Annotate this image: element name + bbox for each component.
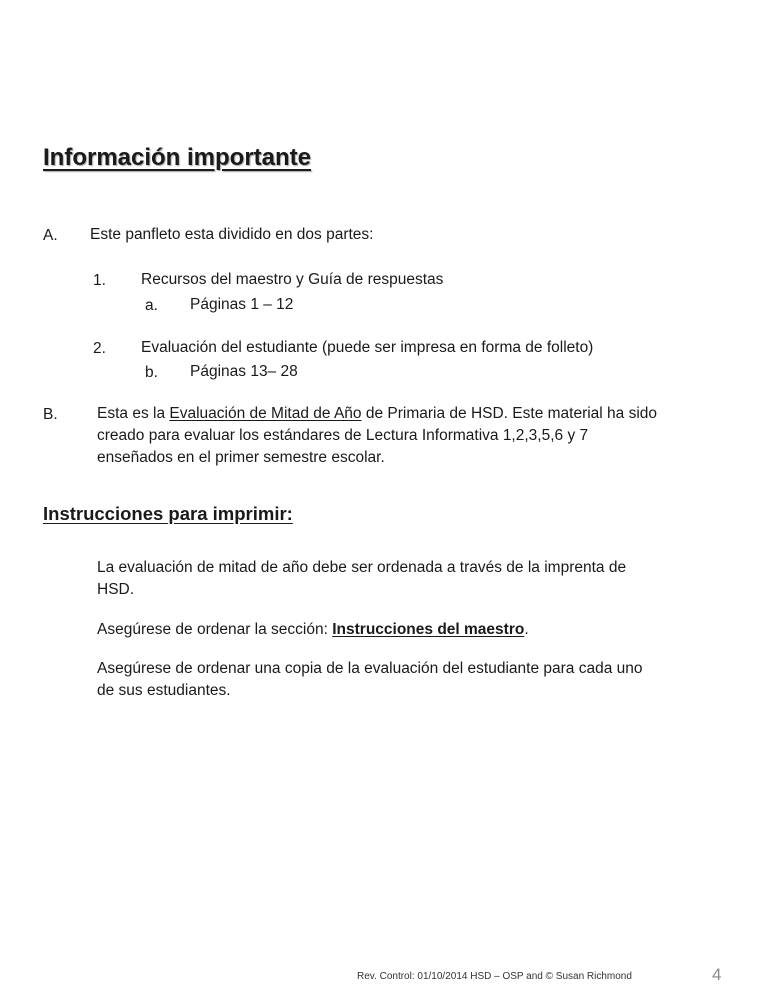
footer-revision: Rev. Control: 01/10/2014 HSD – OSP and © Susan Richmond (357, 971, 632, 982)
printing-p1-line-2: HSD. (97, 581, 135, 598)
item-2-sub-label: b. (145, 364, 158, 381)
printing-heading: Instrucciones para imprimir: (43, 503, 293, 524)
section-a-label: A. (43, 227, 58, 244)
item-2-number: 2. (93, 340, 106, 357)
printing-p3-line-1: Asegúrese de ordenar una copia de la evaluación del estudiante para cada uno (97, 660, 643, 677)
printing-p2-post: . (524, 621, 529, 638)
item-2-sub-text: Páginas 13– 28 (190, 363, 298, 380)
item-1-sub-label: a. (145, 297, 158, 314)
mid-year-evaluation-link: Evaluación de Mitad de Año (169, 405, 362, 422)
page-number: 4 (712, 965, 722, 984)
printing-p3-line-2: de sus estudiantes. (97, 682, 231, 699)
printing-p1-line-1: La evaluación de mitad de año debe ser ordenada a través de la imprenta de (97, 559, 627, 576)
item-1-text: Recursos del maestro y Guía de respuestas (141, 271, 444, 288)
item-1-number: 1. (93, 272, 106, 289)
section-b-line-3: enseñados en el primer semestre escolar. (97, 449, 385, 466)
item-2-text: Evaluación del estudiante (puede ser impresa en forma de folleto) (141, 339, 594, 356)
section-b-line-2: creado para evaluar los estándares de Lectura Informativa 1,2,3,5,6 y 7 (97, 427, 589, 444)
printing-p2-pre: Asegúrese de ordenar la sección: (97, 621, 333, 638)
section-b-label: B. (43, 406, 58, 423)
page-title: Información importante (43, 144, 312, 171)
section-b-line-1 (97, 403, 657, 425)
item-1-sub-text: Páginas 1 – 12 (190, 296, 294, 313)
teacher-instructions-link: Instrucciones del maestro (332, 621, 525, 638)
section-b-pre: Esta es la (97, 405, 170, 422)
section-a-text: Este panfleto esta dividido en dos partes: (90, 226, 374, 243)
printing-p2 (97, 619, 529, 641)
section-b-post: de Primaria de HSD. Este material ha sido (361, 405, 658, 422)
